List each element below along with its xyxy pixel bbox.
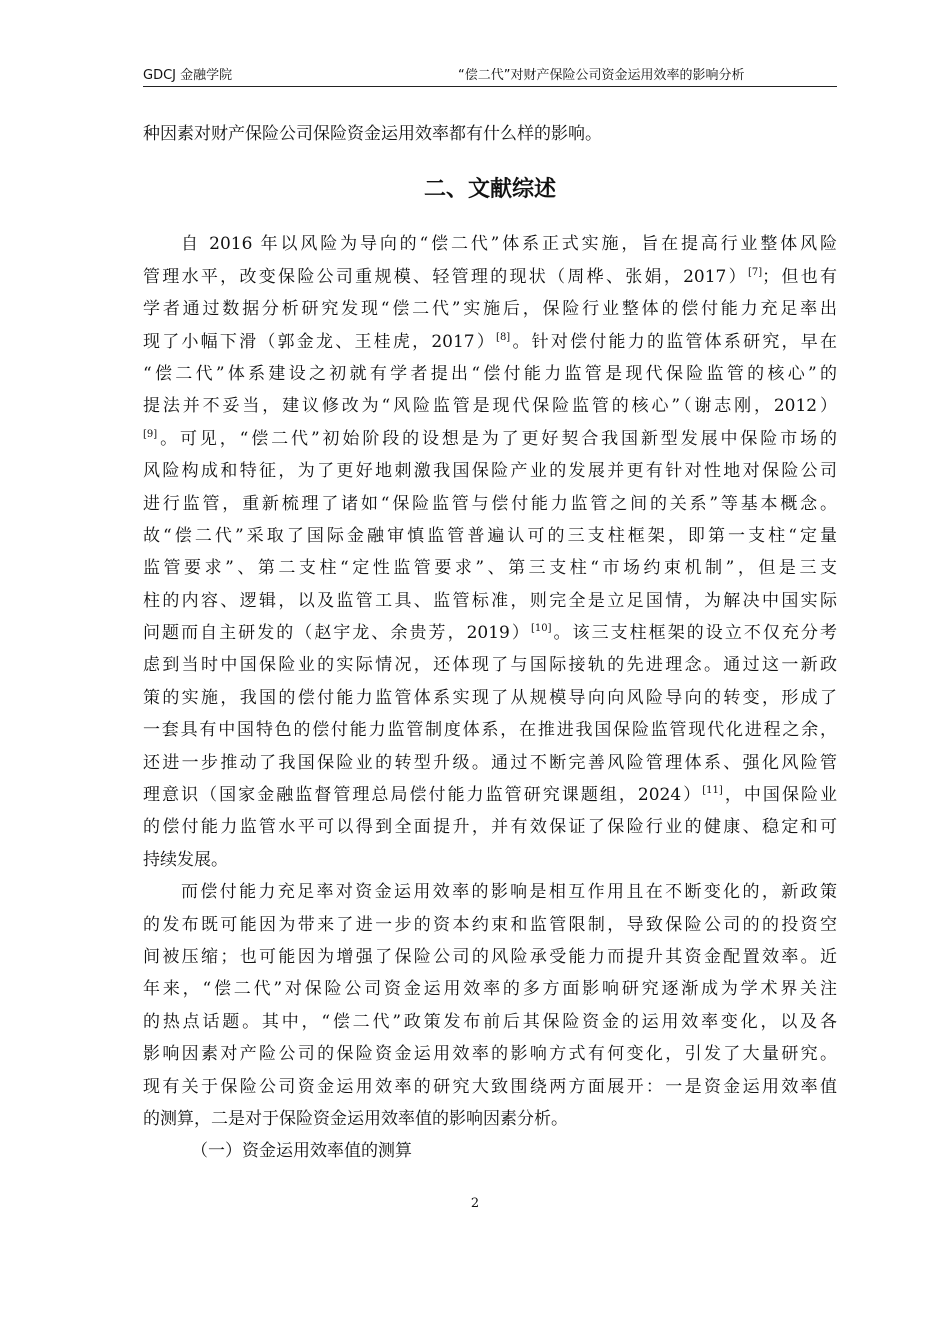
text-line: 风险构成和特征，为了更好地刺激我国保险产业的发展并更有针对性地对保险公司 <box>143 461 837 482</box>
text-line: 持续发展。 <box>143 849 228 870</box>
text-line: [9]。可见，“偿二代”初始阶段的设想是为了更好契合我国新型发展中保险市场的 <box>143 428 837 449</box>
text-line: 提法并不妥当，建议修改为“风险监管是现代保险监管的核心”（谢志刚，2012） <box>143 396 837 417</box>
text-line: 虑到当时中国保险业的实际情况，还体现了与国际接轨的先进理念。通过这一新政 <box>143 655 837 676</box>
text-line: 现了小幅下滑（郭金龙、王桂虎，2017）[8]。针对偿付能力的监管体系研究，早在 <box>143 331 837 352</box>
text-line: 的测算，二是对于保险资金运用效率值的影响因素分析。 <box>143 1108 568 1129</box>
text-line: 自 2016 年以风险为导向的“偿二代”体系正式实施，旨在提高行业整体风险 <box>181 234 837 255</box>
citation: [11] <box>702 785 723 797</box>
citation: [7] <box>747 266 763 278</box>
page-header <box>143 66 837 87</box>
text-line: 的热点话题。其中，“偿二代”政策发布前后其保险资金的运用效率变化，以及各 <box>143 1011 837 1032</box>
section-title: 二、文献综述 <box>423 177 556 203</box>
citation: [9] <box>143 428 158 440</box>
text-line: 策的实施，我国的偿付能力监管体系实现了从规模导向向风险导向的转变，形成了 <box>143 687 837 708</box>
text-line: “偿二代”体系建设之初就有学者提出“偿付能力监管是现代保险监管的核心”的 <box>143 363 837 384</box>
subsection-heading: （一）资金运用效率值的测算 <box>191 1141 412 1162</box>
paragraph-2 <box>143 876 837 1135</box>
document-body <box>143 118 837 1168</box>
text-line: 一套具有中国特色的偿付能力监管制度体系，在推进我国保险监管现代化进程之余， <box>143 720 837 741</box>
text-line: 影响因素对产险公司的保险资金运用效率的影响方式有何变化，引发了大量研究。 <box>143 1044 837 1065</box>
text-line: 的发布既可能因为带来了进一步的资本约束和监管限制，导致保险公司的的投资空 <box>143 914 837 935</box>
text-line: 监管要求”、第二支柱“定性监管要求”、第三支柱“市场约束机制”，但是三支 <box>143 558 837 579</box>
text-line: 年来，“偿二代”对保险公司资金运用效率的多方面影响研究逐渐成为学术界关注 <box>143 979 837 1000</box>
text-line: 学者通过数据分析研究发现“偿二代”实施后，保险行业整体的偿付能力充足率出 <box>143 299 837 320</box>
citation: [10] <box>530 623 552 635</box>
header-left: GDCJ 金融学院 <box>143 68 233 83</box>
text-line: 理意识（国家金融监督管理总局偿付能力监管研究课题组，2024）[11]，中国保险业 <box>143 785 838 806</box>
text-line: 进行监管，重新梳理了诸如“保险监管与偿付能力监管之间的关系”等基本概念。 <box>143 493 837 514</box>
text-line: 的偿付能力监管水平可以得到全面提升，并有效保证了保险行业的健康、稳定和可 <box>143 817 837 838</box>
text-line: 而偿付能力充足率对资金运用效率的影响是相互作用且在不断变化的，新政策 <box>181 882 837 903</box>
intro-line: 种因素对财产保险公司保险资金运用效率都有什么样的影响。 <box>143 124 602 144</box>
page-number: 2 <box>470 1196 480 1211</box>
header-right: “偿二代”对财产保险公司资金运用效率的影响分析 <box>458 68 745 83</box>
paragraph-1 <box>143 228 837 876</box>
text-line: 问题而自主研发的（赵宇龙、余贵芳，2019）[10]。该三支柱框架的设立不仅充分考 <box>143 623 837 644</box>
citation: [8] <box>496 331 511 343</box>
text-line: 管理水平，改变保险公司重规模、轻管理的现状（周桦、张娟，2017）[7]；但也有 <box>143 266 838 287</box>
text-line: 故“偿二代”采取了国际金融审慎监管普遍认可的三支柱框架，即第一支柱“定量 <box>143 525 837 546</box>
text-line: 现有关于保险公司资金运用效率的研究大致围绕两方面展开：一是资金运用效率值 <box>143 1076 837 1097</box>
text-line: 间被压缩；也可能因为增强了保险公司的风险承受能力而提升其资金配置效率。近 <box>143 946 837 967</box>
text-line: 柱的内容、逻辑，以及监管工具、监管标准，则完全是立足国情，为解决中国实际 <box>143 590 837 611</box>
text-line: 还进一步推动了我国保险业的转型升级。通过不断完善风险管理体系、强化风险管 <box>143 752 837 773</box>
